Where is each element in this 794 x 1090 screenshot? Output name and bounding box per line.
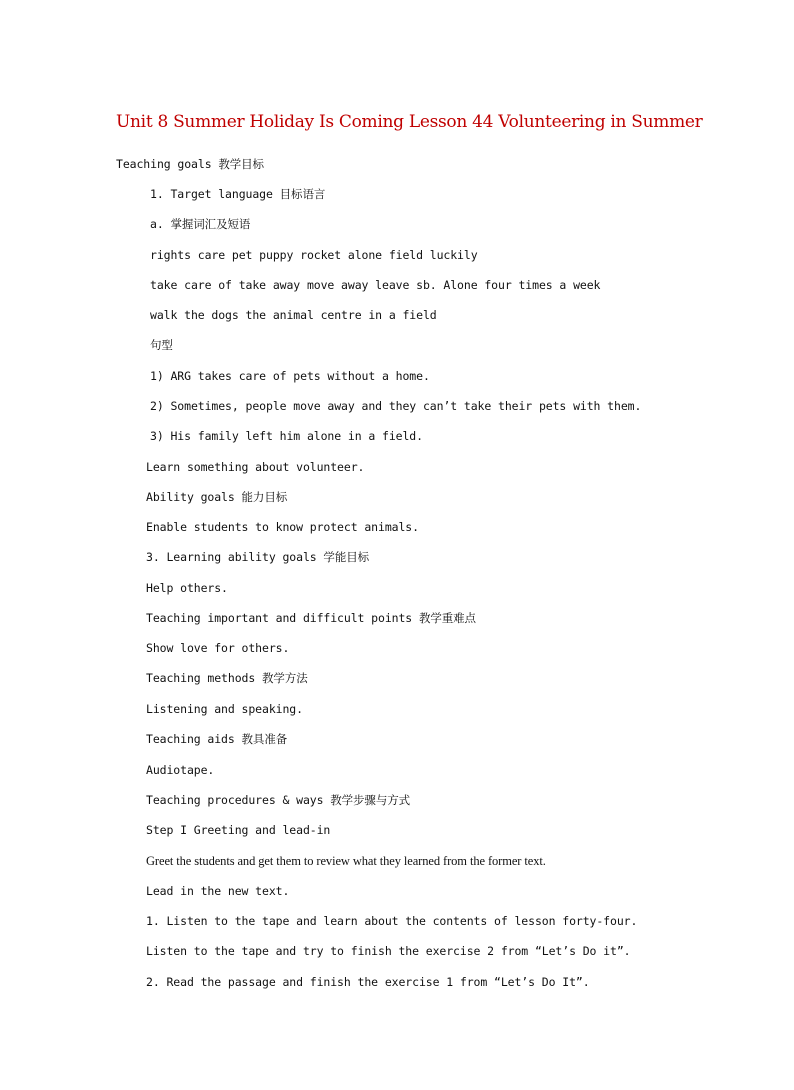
- learn-volunteer-line: Learn something about volunteer.: [146, 460, 365, 474]
- vocabulary-phrases-1: take care of take away move away leave sb. Alone four times a week: [150, 278, 601, 292]
- ability-goals-text: Enable students to know protect animals.: [146, 520, 419, 534]
- learning-ability-goals-heading: 3. Learning ability goals 学能目标: [146, 550, 370, 564]
- teaching-methods-heading: Teaching methods 教学方法: [146, 671, 308, 685]
- step-listen-tape: 1. Listen to the tape and learn about the contents of lesson forty-four.: [146, 914, 638, 928]
- teaching-aids-heading: Teaching aids 教具准备: [146, 732, 288, 746]
- step-listen-exercise: Listen to the tape and try to finish the exercise 2 from “Let’s Do it”.: [146, 944, 631, 958]
- ability-goals-heading: Ability goals 能力目标: [146, 490, 288, 504]
- vocabulary-heading: a. 掌握词汇及短语: [150, 217, 251, 231]
- sentence-patterns-heading: 句型: [150, 338, 173, 352]
- teaching-procedures-heading: Teaching procedures & ways 教学步骤与方式: [146, 793, 411, 807]
- sentence-pattern-2: 2) Sometimes, people move away and they can’t take their pets with them.: [150, 399, 642, 413]
- vocabulary-words: rights care pet puppy rocket alone field luckily: [150, 248, 478, 262]
- lead-in-text: Lead in the new text.: [146, 884, 290, 898]
- learning-ability-goals-text: Help others.: [146, 581, 228, 595]
- sentence-pattern-3: 3) His family left him alone in a field.: [150, 429, 423, 443]
- teaching-aids-text: Audiotape.: [146, 763, 215, 777]
- important-points-heading: Teaching important and difficult points 教学重难点: [146, 611, 476, 625]
- step-one-heading: Step I Greeting and lead-in: [146, 823, 331, 837]
- target-language-heading: 1. Target language 目标语言: [150, 187, 326, 201]
- teaching-goals-heading: Teaching goals 教学目标: [116, 157, 264, 171]
- document-title: Unit 8 Summer Holiday Is Coming Lesson 44 Volunteering in Summer: [116, 112, 703, 132]
- teaching-methods-text: Listening and speaking.: [146, 702, 303, 716]
- greet-students-text: Greet the students and get them to review what they learned from the former text.: [146, 854, 546, 868]
- step-read-passage: 2. Read the passage and finish the exercise 1 from “Let’s Do It”.: [146, 975, 590, 989]
- important-points-text: Show love for others.: [146, 641, 290, 655]
- sentence-pattern-1: 1) ARG takes care of pets without a home.: [150, 369, 430, 383]
- vocabulary-phrases-2: walk the dogs the animal centre in a field: [150, 308, 437, 322]
